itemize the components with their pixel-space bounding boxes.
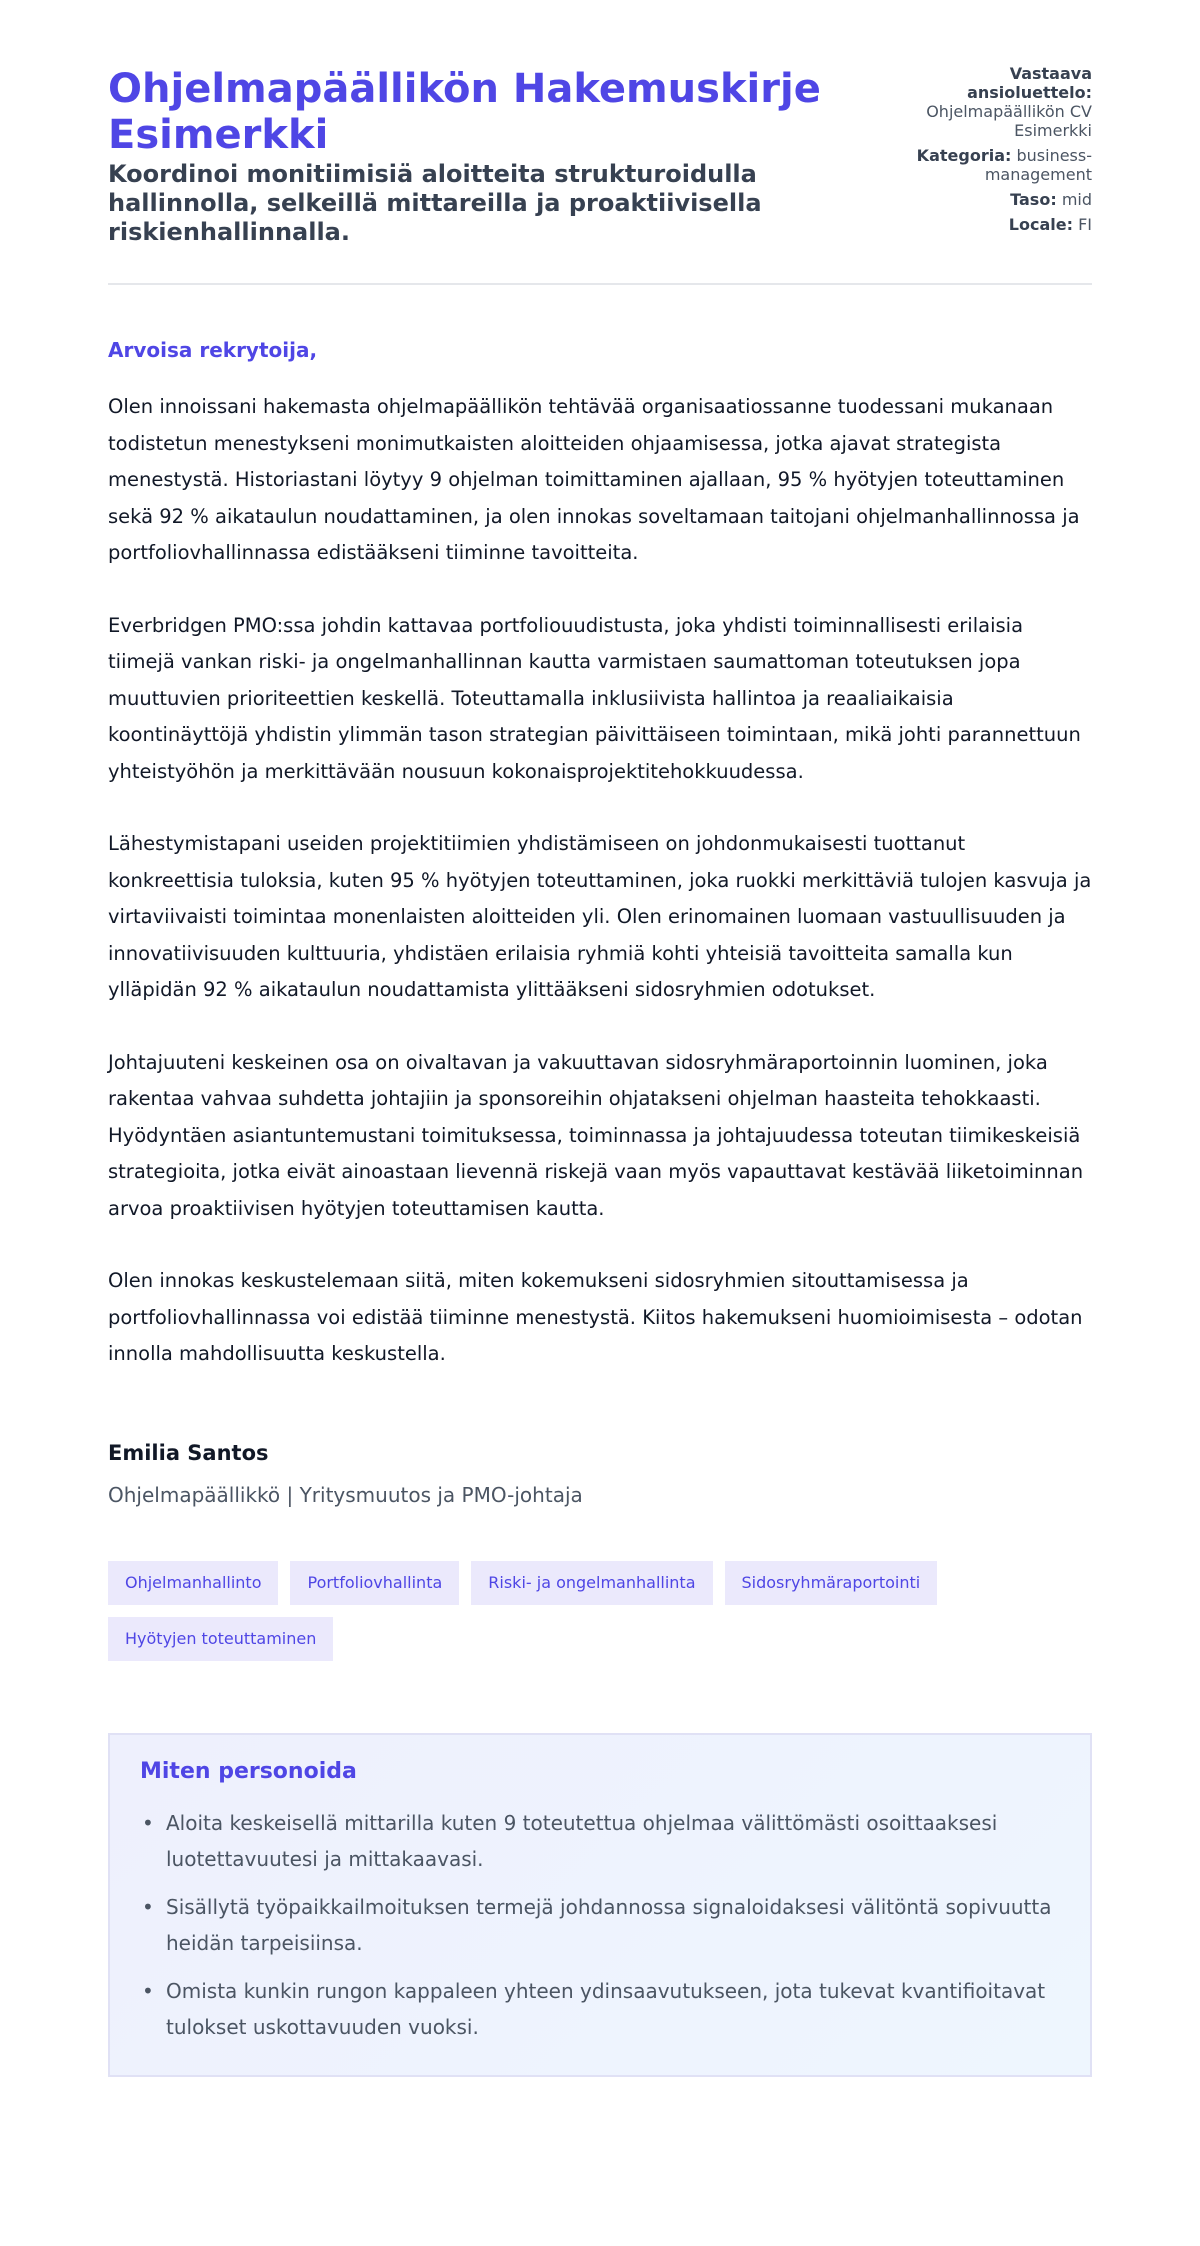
page-header	[108, 64, 1092, 285]
skill-tags	[108, 1561, 1092, 1661]
header-titles	[108, 64, 838, 247]
signature-name: Emilia Santos	[108, 1440, 269, 1465]
signature-title: Ohjelmapäällikkö | Yritysmuutos ja PMO-johtaja	[108, 1482, 583, 1507]
bullet-icon: •	[142, 1978, 154, 2003]
bullet-icon: •	[142, 1894, 154, 1919]
meta-locale-value: FI	[1078, 215, 1092, 234]
tips-item-text: Sisällytä työpaikkailmoituksen termejä johdannossa signaloidaksesi välitöntä sopivuutta heidän tarpeisiinsa.	[166, 1894, 1052, 1955]
skill-tag: Sidosryhmäraportointi	[725, 1561, 938, 1605]
meta-category-value: business-management	[984, 146, 1092, 184]
salutation: Arvoisa rekrytoija,	[108, 338, 318, 362]
signature-block	[108, 1439, 1092, 1509]
tips-item-text: Aloita keskeisellä mittarilla kuten 9 toteutettua ohjelmaa välittömästi osoittaaksesi luotettavuutesi ja mittakaavasi.	[166, 1810, 998, 1871]
skill-tag: Riski- ja ongelmanhallinta	[471, 1561, 712, 1605]
meta-panel	[882, 64, 1092, 240]
personalization-tips-box	[108, 1733, 1092, 2077]
meta-related-cv	[882, 64, 1092, 140]
tips-item-text: Omista kunkin rungon kappaleen yhteen ydinsaavutukseen, jota tukevat kvantifioitavat tulokset uskottavuuden vuoksi.	[166, 1978, 1046, 2039]
meta-related-cv-label: Vastaava ansioluettelo:	[967, 64, 1092, 102]
meta-level	[882, 190, 1092, 209]
skill-tag: Ohjelmanhallinto	[108, 1561, 278, 1605]
meta-level-value: mid	[1061, 190, 1092, 209]
tips-list	[140, 1805, 1062, 2045]
page-title: Ohjelmapäällikön Hakemuskirje Esimerkki	[108, 66, 821, 158]
meta-locale-label: Locale:	[1008, 215, 1073, 234]
tips-list-item	[140, 1973, 1062, 2045]
tips-list-item	[140, 1889, 1062, 1961]
paragraph-approach: Lähestymistapani useiden projektitiimien yhdistämiseen on johdonmukaisesti tuottanut konkreettisia tuloksia, kuten 95 % hyötyjen toteuttaminen, joka ruokki merkittäviä tulojen kasvuja ja virtaviivaisti toimintaa monenlaisten aloitteiden yli. Olen erinomainen luomaan vastuullisuuden ja innovatiivisuuden kulttuuria, yhdistäen erilaisia ryhmiä kohti yhteisiä tavoitteita samalla kun ylläpidän 92 % aikataulun noudattamista ylittääkseni sidosryhmien odotukset.	[108, 832, 1092, 1001]
cover-letter-page	[108, 0, 1092, 2137]
meta-level-label: Taso:	[1010, 190, 1057, 209]
paragraph-leadership: Johtajuuteni keskeinen osa on oivaltavan ja vakuuttavan sidosryhmäraportoinnin luominen, joka rakentaa vahvaa suhdetta johtajiin ja sponsoreihin ohjatakseni ohjelman haasteita tehokkaasti. Hyödyntäen asiantuntemustani toimituksessa, toiminnassa ja johtajuudessa toteutan tiimikeskeisiä strategioita, jotka eivät ainoastaan lievennä riskejä vaan myös vapauttavat kestävää liiketoiminnan arvoa proaktiivisen hyötyjen toteuttamisen kautta.	[108, 1050, 1084, 1220]
bullet-icon: •	[142, 1810, 154, 1835]
skill-tag: Portfoliovhallinta	[290, 1561, 459, 1605]
tips-list-item	[140, 1805, 1062, 1877]
skill-tag: Hyötyjen toteuttaminen	[108, 1617, 333, 1661]
paragraph-experience: Everbridgen PMO:ssa johdin kattavaa portfoliouudistusta, joka yhdisti toiminnallisesti erilaisia tiimejä vankan riski- ja ongelmanhallinnan kautta varmistaen saumattoman toteutuksen jopa muuttuvien prioriteettien keskellä. Toteuttamalla inklusiivista hallintoa ja reaaliaikaisia koontinäyttöjä yhdistin ylimmän tason strategian päivittäiseen toimintaan, mikä johti parannettuun yhteistyöhön ja merkittävään nousuun kokonaisprojektitehokkuudessa.	[108, 613, 1081, 783]
paragraph-closing: Olen innokas keskustelemaan siitä, miten kokemukseni sidosryhmien sitouttamisessa ja portfoliovhallinnassa voi edistää tiiminne menestystä. Kiitos hakemukseni huomioimisesta – odotan innolla mahdollisuutta keskustella.	[108, 1269, 1083, 1365]
letter-paragraphs	[108, 389, 1092, 1373]
paragraph-intro: Olen innoissani hakemasta ohjelmapäällikön tehtävää organisaatiossanne tuodessani mukanaan todistetun menestykseni monimutkaisten aloitteiden ohjaamisessa, jotka ajavat strategista menestystä. Historiastani löytyy 9 ohjelman toimittaminen ajallaan, 95 % hyötyjen toteuttaminen sekä 92 % aikataulun noudattaminen, ja olen innokas soveltamaan taitojani ohjelmanhallinnossa ja portfoliovhallinnassa edistääkseni tiiminne tavoitteita.	[108, 395, 1080, 564]
meta-category-label: Kategoria:	[916, 146, 1012, 165]
meta-locale	[882, 215, 1092, 234]
meta-category	[882, 146, 1092, 184]
letter-body	[108, 337, 1092, 1373]
tips-title: Miten personoida	[140, 1758, 357, 1784]
page-subtitle: Koordinoi monitiimisiä aloitteita strukturoidulla hallinnolla, selkeillä mittareilla ja proaktiivisella riskienhallinnalla.	[108, 160, 762, 246]
meta-related-cv-value[interactable]: Ohjelmapäällikön CV Esimerkki	[926, 102, 1092, 140]
